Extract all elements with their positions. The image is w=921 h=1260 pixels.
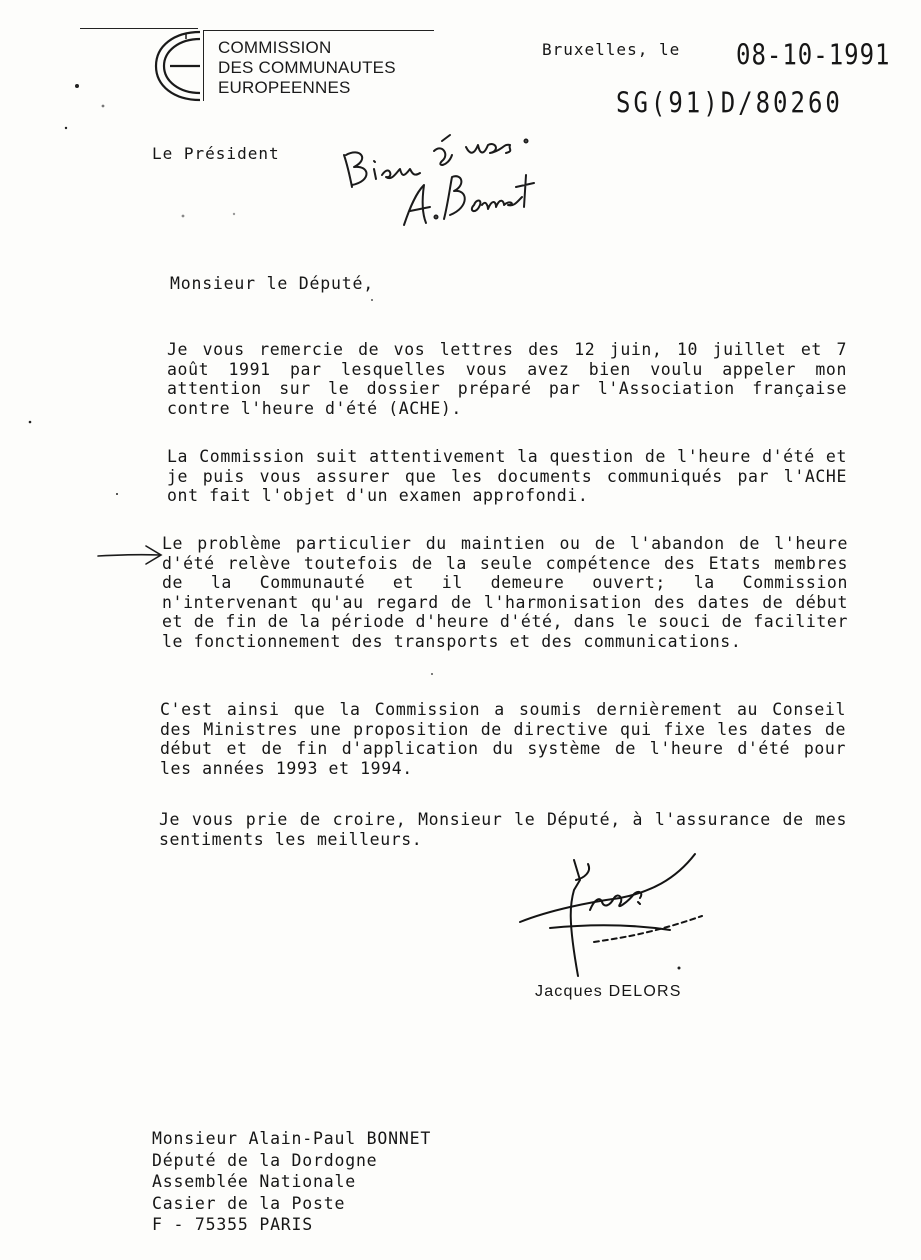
organisation-name — [203, 30, 434, 101]
handwritten-annotation — [330, 115, 590, 235]
org-line: EUROPEENNES — [218, 78, 351, 97]
body-paragraph: C'est ainsi que la Commission a soumis dernièrement au Conseil des Ministres une proposition de directive qui fixe les dates de début et de fin d'application du système de l'heure d'été pour les années 1993 et 1994. — [160, 700, 846, 778]
address-line: Député de la Dordogne — [152, 1150, 378, 1170]
org-line: COMMISSION — [218, 38, 332, 57]
org-line: DES COMMUNAUTES — [218, 58, 396, 77]
recipient-address — [152, 1128, 431, 1236]
body-paragraph: Le problème particulier du maintien ou de l'abandon de l'heure d'été relève toutefois de la seule compétence des Etats membres de la Communauté et il demeure ouvert; la Commission n'intervenant qu'au regard de l'harmonisation des dates de début et de fin de la période d'heure d'été, dans le souci de faciliter le fonctionnement des transports et des communications. — [162, 534, 848, 651]
sender-title: Le Président — [152, 144, 280, 163]
body-paragraph: Je vous remercie de vos lettres des 12 juin, 10 juillet et 7 août 1991 par lesquelles vous avez bien voulu appeler mon attention sur le dossier préparé par l'Association française contre l'heure d'été (ACHE). — [167, 340, 847, 418]
address-line: Casier de la Poste — [152, 1193, 346, 1213]
signer-name: Jacques DELORS — [535, 983, 682, 1000]
reference-number: SG(91)D/80260 — [616, 86, 843, 120]
salutation: Monsieur le Député, — [170, 274, 374, 293]
address-line: Assemblée Nationale — [152, 1172, 356, 1191]
handwritten-arrow-icon — [96, 540, 166, 570]
date-stamp: 08-10-1991 — [736, 38, 891, 72]
body-paragraph: La Commission suit attentivement la question de l'heure d'été et je puis vous assurer que les documents communiqués par l'ACHE ont fait l'objet d'un examen approfondi. — [167, 447, 847, 505]
signature — [510, 850, 710, 980]
closing-paragraph: Je vous prie de croire, Monsieur le Député, à l'assurance de mes sentiments les meilleurs. — [159, 810, 847, 849]
place: Bruxelles, le — [542, 40, 681, 59]
address-line: Monsieur Alain-Paul BONNET — [152, 1129, 432, 1148]
address-line: F - 75355 PARIS — [152, 1215, 314, 1234]
